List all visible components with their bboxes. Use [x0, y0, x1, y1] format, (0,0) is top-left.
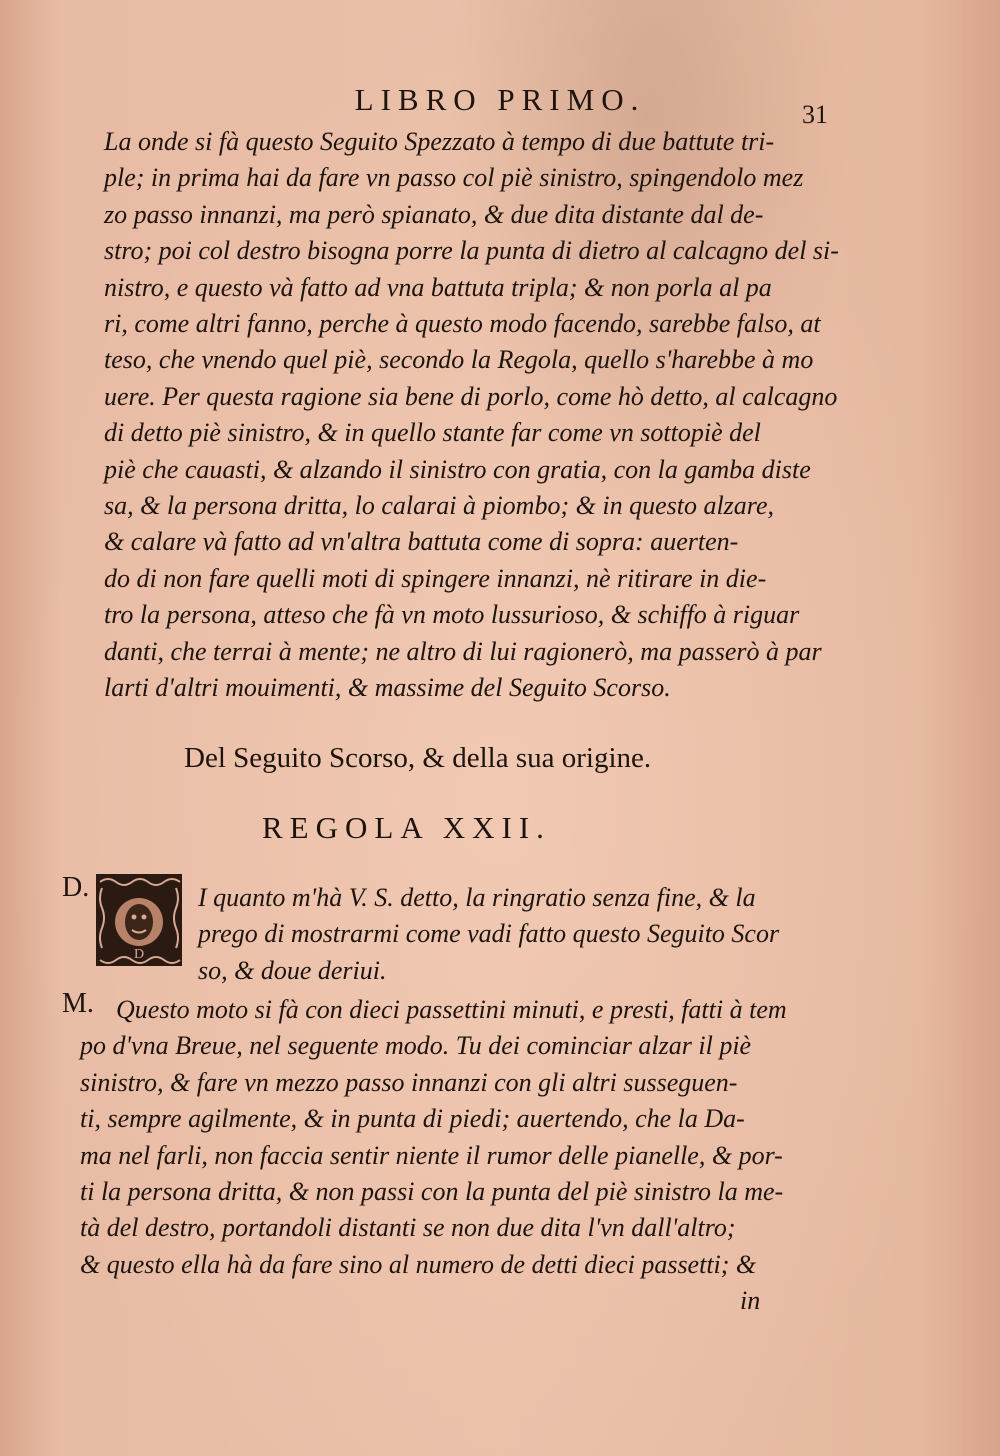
text-line: Questo moto si fà con dieci passettini minuti, e presti, fatti à tem	[116, 995, 787, 1024]
text-line: ri, come altri fanno, perche à questo modo facendo, sarebbe falso, at	[104, 309, 821, 339]
text-line: & questo ella hà da fare sino al numero de detti dieci passetti; &	[80, 1249, 757, 1279]
initial-letter: D	[133, 947, 145, 962]
text-line: tro la persona, atteso che fà vn moto lussurioso, & schiffo à riguar	[104, 600, 800, 630]
text-line: La onde si fà questo Seguito Spezzato à tempo di due battute tri-	[104, 127, 775, 156]
text-line: & calare và fatto ad vn'altra battuta come di sopra: auerten-	[104, 527, 739, 557]
decorated-initial-icon	[94, 872, 184, 968]
text-line: I quanto m'hà V. S. detto, la ringratio senza fine, & la	[198, 883, 756, 912]
text-line: ti la persona dritta, & non passi con la punta del piè sinistro la me-	[80, 1177, 784, 1207]
text-line: ma nel farli, non faccia sentir niente il rumor delle pianelle, & por-	[80, 1140, 783, 1170]
text-line: sinistro, & fare vn mezzo passo innanzi con gli altri susseguen-	[80, 1067, 738, 1097]
text-line: tà del destro, portandoli distanti se non due dita l'vn dall'altro;	[80, 1213, 736, 1243]
text-line: danti, che terrai à mente; ne altro di lui ragionerò, ma passerò à par	[104, 636, 822, 666]
catchword: in	[740, 1286, 761, 1315]
text-line: teso, che vnendo quel piè, secondo la Regola, quello s'harebbe à mo	[104, 345, 814, 375]
text-line: stro; poi col destro bisogna porre la punta di dietro al calcagno del si-	[104, 236, 839, 266]
paragraph-seguito-spezzato	[104, 124, 839, 707]
speaker-d-label: D.	[62, 872, 90, 903]
text-line: prego di mostrarmi come vadi fatto questo Seguito Scor	[198, 919, 780, 949]
text-line: so, & doue deriui.	[198, 955, 387, 985]
text-line: po d'vna Breue, nel seguente modo. Tu dei cominciar alzar il piè	[80, 1031, 752, 1061]
text-line: ple; in prima hai da fare vn passo col piè sinistro, spingendolo mez	[104, 163, 804, 193]
text-line: ti, sempre agilmente, & in punta di piedi; auertendo, che la Da-	[80, 1104, 745, 1134]
rule-heading: REGOLA XXII.	[262, 810, 551, 845]
text-line: uere. Per questa ragione sia bene di porlo, come hò detto, al calcagno	[104, 381, 838, 411]
text-line: nistro, e questo và fatto ad vna battuta tripla; & non porla al pa	[104, 272, 772, 302]
text-line: larti d'altri mouimenti, & massime del Seguito Scorso.	[104, 673, 671, 703]
speaker-m-label: M.	[62, 988, 94, 1019]
running-title: LIBRO PRIMO.	[354, 82, 646, 117]
section-title: Del Seguito Scorso, & della sua origine.	[184, 742, 652, 774]
text-line: sa, & la persona dritta, lo calarai à piombo; & in questo alzare,	[104, 491, 774, 521]
text-line: piè che cauasti, & alzando il sinistro con gratia, con la gamba diste	[104, 454, 811, 484]
page-number: 31	[802, 100, 828, 129]
paragraph-answer	[80, 992, 816, 1283]
text-line: zo passo innanzi, ma però spianato, & due dita distante dal de-	[104, 199, 764, 229]
text-line: do di non fare quelli moti di spingere innanzi, nè ritirare in die-	[104, 563, 767, 593]
paragraph-question	[198, 880, 816, 989]
text-line: di detto piè sinistro, & in quello stante far come vn sottopiè del	[104, 418, 761, 448]
